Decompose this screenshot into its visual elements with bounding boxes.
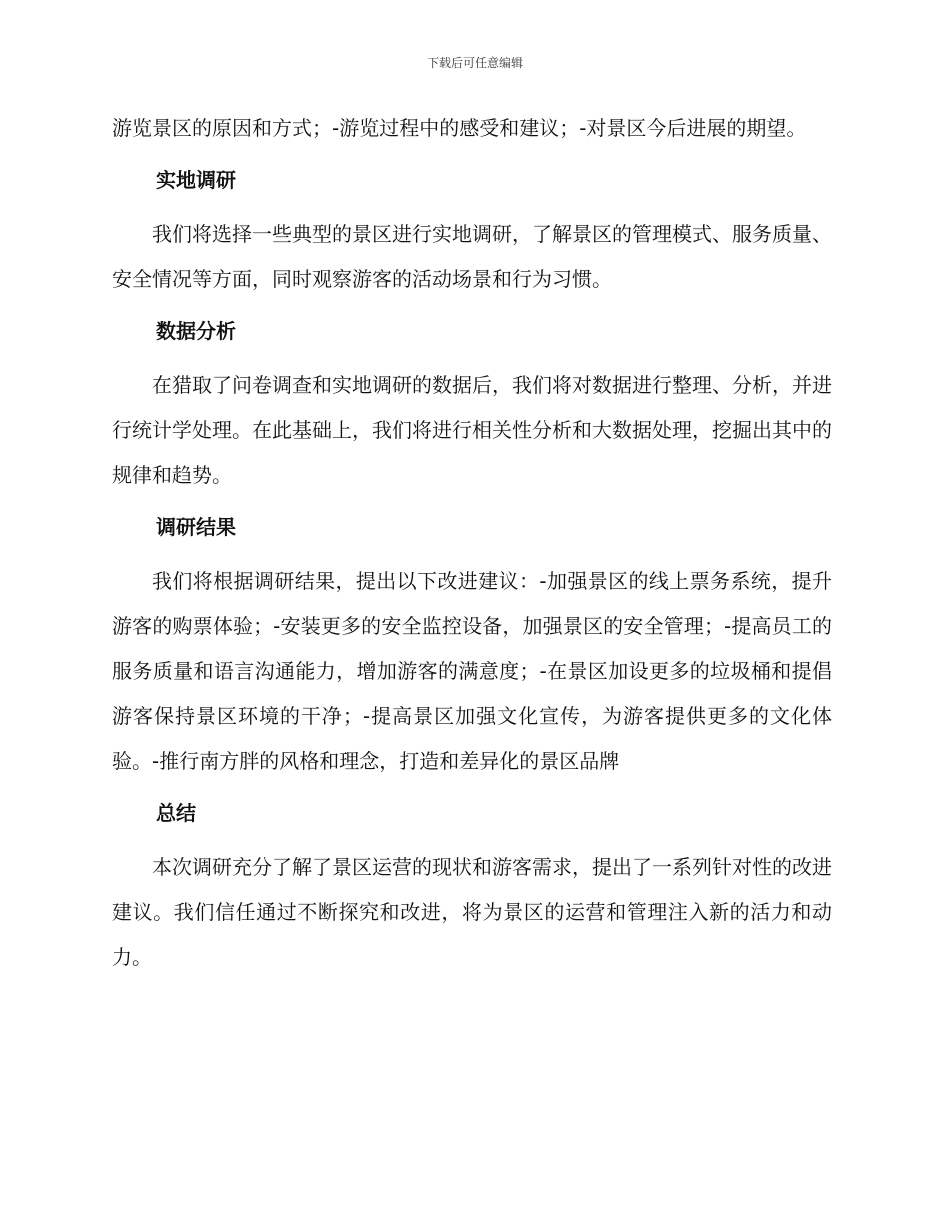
results-paragraph: 我们将根据调研结果，提出以下改进建议：‐加强景区的线上票务系统，提升游客的购票体验；‐安装更多的安全监控设备，加强景区的安全管理；‐提高员工的服务质量和语言沟通能力，增加游客的满意度；‐在景区加设更多的垃圾桶和提倡游客保持景区环境的干净；‐提高景区加强文化宣传，为游客提供更多的文化体验。‐推行南方胖的风格和理念，打造和差异化的景区品牌 bbox=[112, 569, 832, 773]
data-analysis-paragraph: 在猎取了问卷调查和实地调研的数据后，我们将对数据进行整理、分析，并进行统计学处理。在此基础上，我们将进行相关性分析和大数据处理，挖掘出其中的规律和趋势。 bbox=[112, 373, 832, 487]
field-research-paragraph: 我们将选择一些典型的景区进行实地调研，了解景区的管理模式、服务质量、安全情况等方面，同时观察游客的活动场景和行为习惯。 bbox=[112, 222, 832, 291]
summary-paragraph: 本次调研充分了解了景区运营的现状和游客需求，提出了一系列针对性的改进建议。我们信任通过不断探究和改进，将为景区的运营和管理注入新的活力和动力。 bbox=[112, 855, 832, 969]
summary-heading: 总结 bbox=[156, 801, 196, 825]
data-analysis-heading: 数据分析 bbox=[156, 319, 236, 343]
intro-continuation-paragraph: 游览景区的原因和方式；‐游览过程中的感受和建议；‐对景区今后进展的期望。 bbox=[112, 116, 807, 140]
field-research-heading: 实地调研 bbox=[156, 168, 236, 192]
document-body bbox=[112, 106, 832, 989]
results-heading: 调研结果 bbox=[156, 515, 236, 539]
page-header-note: 下载后可任意编辑 bbox=[426, 56, 523, 70]
